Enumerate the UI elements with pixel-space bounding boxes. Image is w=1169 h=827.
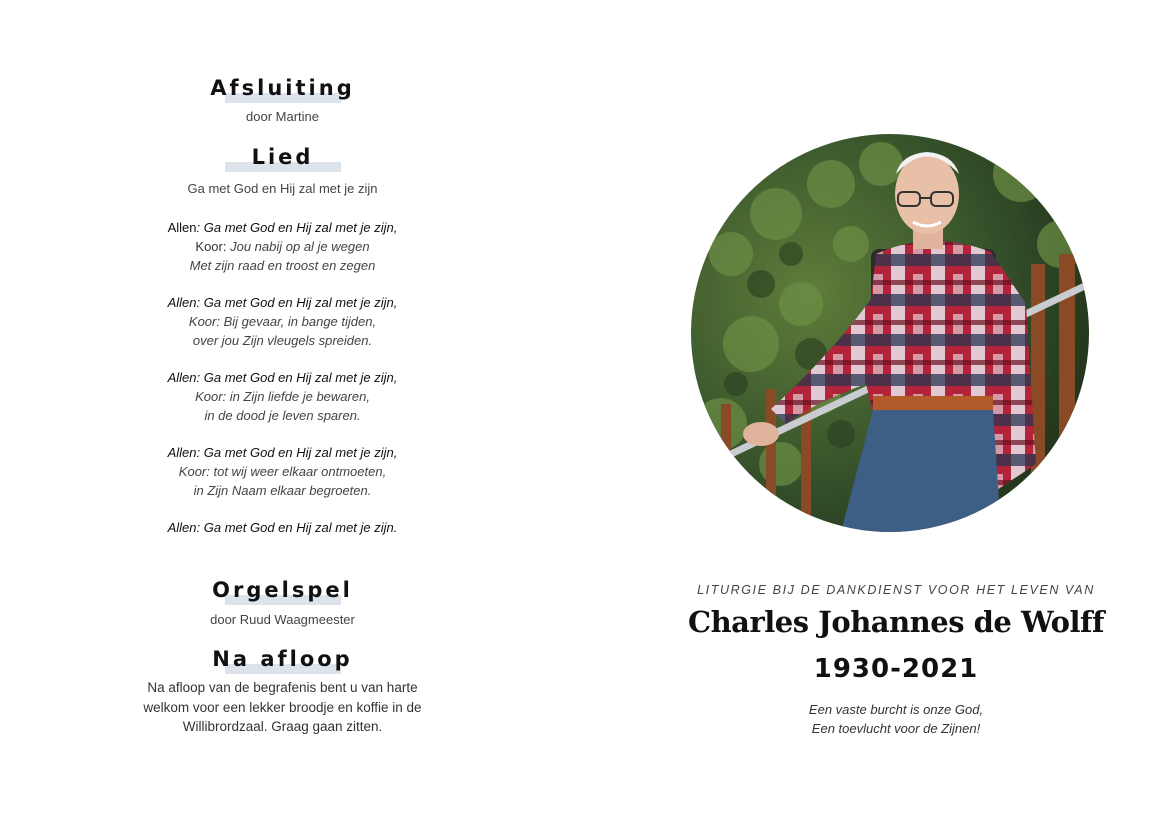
belt [873,396,993,410]
para-line: Willibrordzaal. Graag gaan zitten. [182,719,383,734]
lyric-line: in de dood je leven sparen. [204,408,361,423]
stanza [130,518,435,537]
quote [680,700,1112,738]
lied-title: Lied [251,145,314,169]
line-text: : Ga met God en Hij zal met je zijn, [196,220,398,235]
section-lied [130,145,435,196]
lied-lyrics [130,218,435,537]
line-prefix: Allen [167,220,197,235]
lyric-line: Allen: Ga met God en Hij zal met je zijn. [167,520,398,535]
life-years: 1930-2021 [813,654,979,684]
deceased-name: Charles Johannes de Wolff [688,605,1104,639]
section-afsluiting [130,76,435,124]
quote-line: Een vaste burcht is onze God, [808,702,984,717]
liturgy-label: LITURGIE BIJ DE DANKDIENST VOOR HET LEVEN VAN [697,583,1095,597]
lyric-line: Koor: in Zijn liefde je bewaren, [195,389,370,404]
lyric-line: Koor: Bij gevaar, in bange tijden, [188,314,377,329]
lyric-line [130,256,435,275]
quote-line: Een toevlucht voor de Zijnen! [811,721,981,736]
nafloop-heading [130,647,435,671]
orgelspel-by: door Ruud Waagmeester [210,612,355,627]
lied-song-title: Ga met God en Hij zal met je zijn [187,181,378,196]
line-text: Met zijn raad en troost en zegen [189,258,376,273]
orgelspel-title: Orgelspel [212,578,353,602]
lyric-line [130,237,435,256]
stanza [130,293,435,350]
nafloop-text [130,678,435,737]
section-nafloop [130,647,435,737]
line-text: Jou nabij op al je wegen [226,239,370,254]
lyric-line: Koor: tot wij weer elkaar ontmoeten, [178,464,387,479]
lyric-line: over jou Zijn vleugels spreiden. [192,333,373,348]
lyric-line: Allen: Ga met God en Hij zal met je zijn, [167,445,398,460]
afsluiting-title: Afsluiting [210,76,355,100]
portrait-photo [691,134,1089,532]
stanza [130,443,435,500]
lyric-line [130,218,435,237]
nafloop-title: Na afloop [212,647,353,671]
orgelspel-heading [130,578,435,602]
lyric-line: in Zijn Naam elkaar begroeten. [193,483,372,498]
lyric-line: Allen: Ga met God en Hij zal met je zijn, [167,370,398,385]
lyric-line: Allen: Ga met God en Hij zal met je zijn, [167,295,398,310]
stanza [130,368,435,425]
section-orgelspel [130,578,435,627]
afsluiting-by: door Martine [246,109,319,124]
line-prefix: Koor: [195,239,227,254]
afsluiting-heading [130,76,435,100]
lied-heading [130,145,435,169]
face [895,154,959,234]
hand [743,422,779,446]
para-line: welkom voor een lekker broodje en koffie in de [143,699,422,715]
portrait-illustration [691,134,1089,532]
stanza [130,218,435,275]
para-line: Na afloop van de begrafenis bent u van harte [147,680,418,695]
